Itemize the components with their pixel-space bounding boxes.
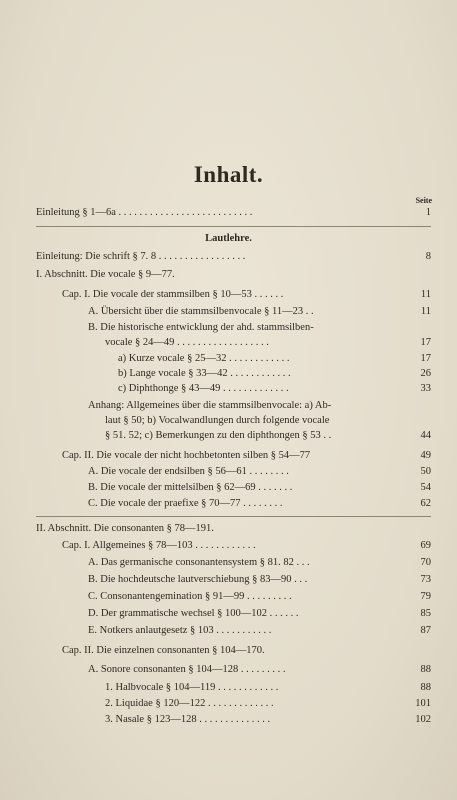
toc-entry [118, 352, 431, 365]
toc-entry-page: 17 [420, 353, 431, 364]
toc-entry-text: A. Das germanische consonantensystem § 81. 82 . . . [88, 557, 310, 568]
toc-entry [88, 573, 431, 586]
toc-heading-text: I. Abschnitt. Die vocale § 9—77. [36, 269, 175, 280]
toc-entry-page: 1 [425, 207, 431, 218]
toc-entry-text: Anhang: Allgemeines über die stammsilbenvocale: a) Ab- [88, 400, 332, 411]
toc-entry [62, 449, 431, 462]
toc-heading [62, 644, 431, 657]
toc-entry [105, 414, 431, 427]
toc-entry-text: 3. Nasale § 123—128 . . . . . . . . . . . . . . [105, 714, 271, 725]
toc-entry [105, 697, 431, 710]
toc-entry-text: C. Consonantengemination § 91—99 . . . . . . . . . [88, 591, 292, 602]
toc-entry-page: 69 [420, 540, 431, 551]
toc-entry-page: 102 [415, 714, 431, 725]
toc-entry [88, 590, 431, 603]
toc-entry-text: laut § 50; b) Vocalwandlungen durch folgende vocale [105, 415, 330, 426]
toc-entry-page: 73 [420, 574, 431, 585]
toc-entry-page: 26 [420, 368, 431, 379]
toc-entry-text: C. Die vocale der praefixe § 70—77 . . . . . . . . [88, 498, 283, 509]
toc-entry-text: B. Die vocale der mittelsilben § 62—69 . . . . . . . [88, 482, 293, 493]
toc-entry-page: 33 [420, 383, 431, 394]
toc-entry-page: 49 [420, 450, 431, 461]
toc-entry-text: c) Diphthonge § 43—49 . . . . . . . . . . . . . [118, 383, 289, 394]
toc-entry [105, 713, 431, 726]
toc-entry [62, 539, 431, 552]
toc-entry [62, 288, 431, 301]
divider [36, 516, 431, 517]
toc-entry [88, 305, 431, 318]
toc-heading [36, 268, 431, 281]
toc-entry-page: 50 [420, 466, 431, 477]
toc-entry [105, 429, 431, 442]
toc-entry-text: Einleitung: Die schrift § 7. 8 . . . . . . . . . . . . . . . . . [36, 251, 246, 262]
page-title: Inhalt. [193, 162, 264, 187]
toc-entry-text: B. Die hochdeutsche lautverschiebung § 83—90 . . . [88, 574, 308, 585]
toc-entry-text: A. Übersicht über die stammsilbenvocale § 11—23 . . [88, 306, 314, 317]
toc-entry-page: 54 [420, 482, 431, 493]
toc-entry [105, 681, 431, 694]
toc-entry [118, 382, 431, 395]
toc-entry-page: 44 [420, 430, 431, 441]
toc-entry-text: vocale § 24—49 . . . . . . . . . . . . . . . . . . [105, 337, 269, 348]
toc-entry-text: D. Der grammatische wechsel § 100—102 . . . . . . [88, 608, 299, 619]
toc-entry [105, 336, 431, 349]
toc-heading-text: Cap. II. Die einzelnen consonanten § 104—170. [62, 645, 265, 656]
toc-entry [88, 607, 431, 620]
toc-entry-text: 1. Halbvocale § 104—119 . . . . . . . . . . . . [105, 682, 279, 693]
toc-entry [88, 624, 431, 637]
toc-entry-text: Cap. I. Die vocale der stammsilben § 10—53 . . . . . . [62, 289, 284, 300]
toc-entry-text: B. Die historische entwicklung der ahd. stammsilben- [88, 322, 314, 333]
toc-entry-text: 2. Liquidae § 120—122 . . . . . . . . . . . . . [105, 698, 274, 709]
toc-entry [88, 663, 431, 676]
toc-entry-text: a) Kurze vocale § 25—32 . . . . . . . . . . . . [118, 353, 290, 364]
toc-entry-text: A. Sonore consonanten § 104—128 . . . . . . . . . [88, 664, 286, 675]
toc-entry-text: E. Notkers anlautgesetz § 103 . . . . . . . . . . . [88, 625, 272, 636]
toc-entry-page: 87 [420, 625, 431, 636]
toc-entry [88, 497, 431, 510]
toc-entry [88, 481, 431, 494]
toc-entry-page: 88 [420, 682, 431, 693]
toc-entry-text: A. Die vocale der endsilben § 56—61 . . . . . . . . [88, 466, 289, 477]
toc-entry-page: 8 [425, 251, 431, 262]
toc-entry [88, 321, 431, 334]
toc-entry-page: 70 [420, 557, 431, 568]
toc-entry-page: 11 [420, 289, 431, 300]
divider [36, 226, 431, 227]
toc-entry-text: § 51. 52; c) Bemerkungen zu den diphthongen § 53 . . [105, 430, 332, 441]
toc-entry-text: Cap. I. Allgemeines § 78—103 . . . . . . . . . . . . [62, 540, 256, 551]
toc-entry-text: b) Lange vocale § 33—42 . . . . . . . . . . . . [118, 368, 291, 379]
toc-entry [36, 250, 431, 263]
toc-entry-text: Einleitung § 1—6a . . . . . . . . . . . . . . . . . . . . . . . . . . [36, 207, 253, 218]
toc-entry [118, 367, 431, 380]
toc-entry-page: 79 [420, 591, 431, 602]
toc-entry-page: 11 [420, 306, 431, 317]
toc-entry-page: 17 [420, 337, 431, 348]
toc-heading [36, 522, 431, 535]
toc-entry-page: 101 [415, 698, 431, 709]
toc-heading-text: II. Abschnitt. Die consonanten § 78—191. [36, 523, 214, 534]
toc-entry [36, 206, 431, 219]
toc-entry [88, 465, 431, 478]
toc-entry-text: Cap. II. Die vocale der nicht hochbetonten silben § 54—77 [62, 450, 311, 461]
toc-entry-page: 85 [420, 608, 431, 619]
page-column-label: Seite [415, 196, 432, 205]
toc-entry [88, 399, 431, 412]
toc-entry-page: 62 [420, 498, 431, 509]
toc-entry-page: 88 [420, 664, 431, 675]
section-heading: Lautlehre. [205, 233, 252, 244]
toc-entry [88, 556, 431, 569]
